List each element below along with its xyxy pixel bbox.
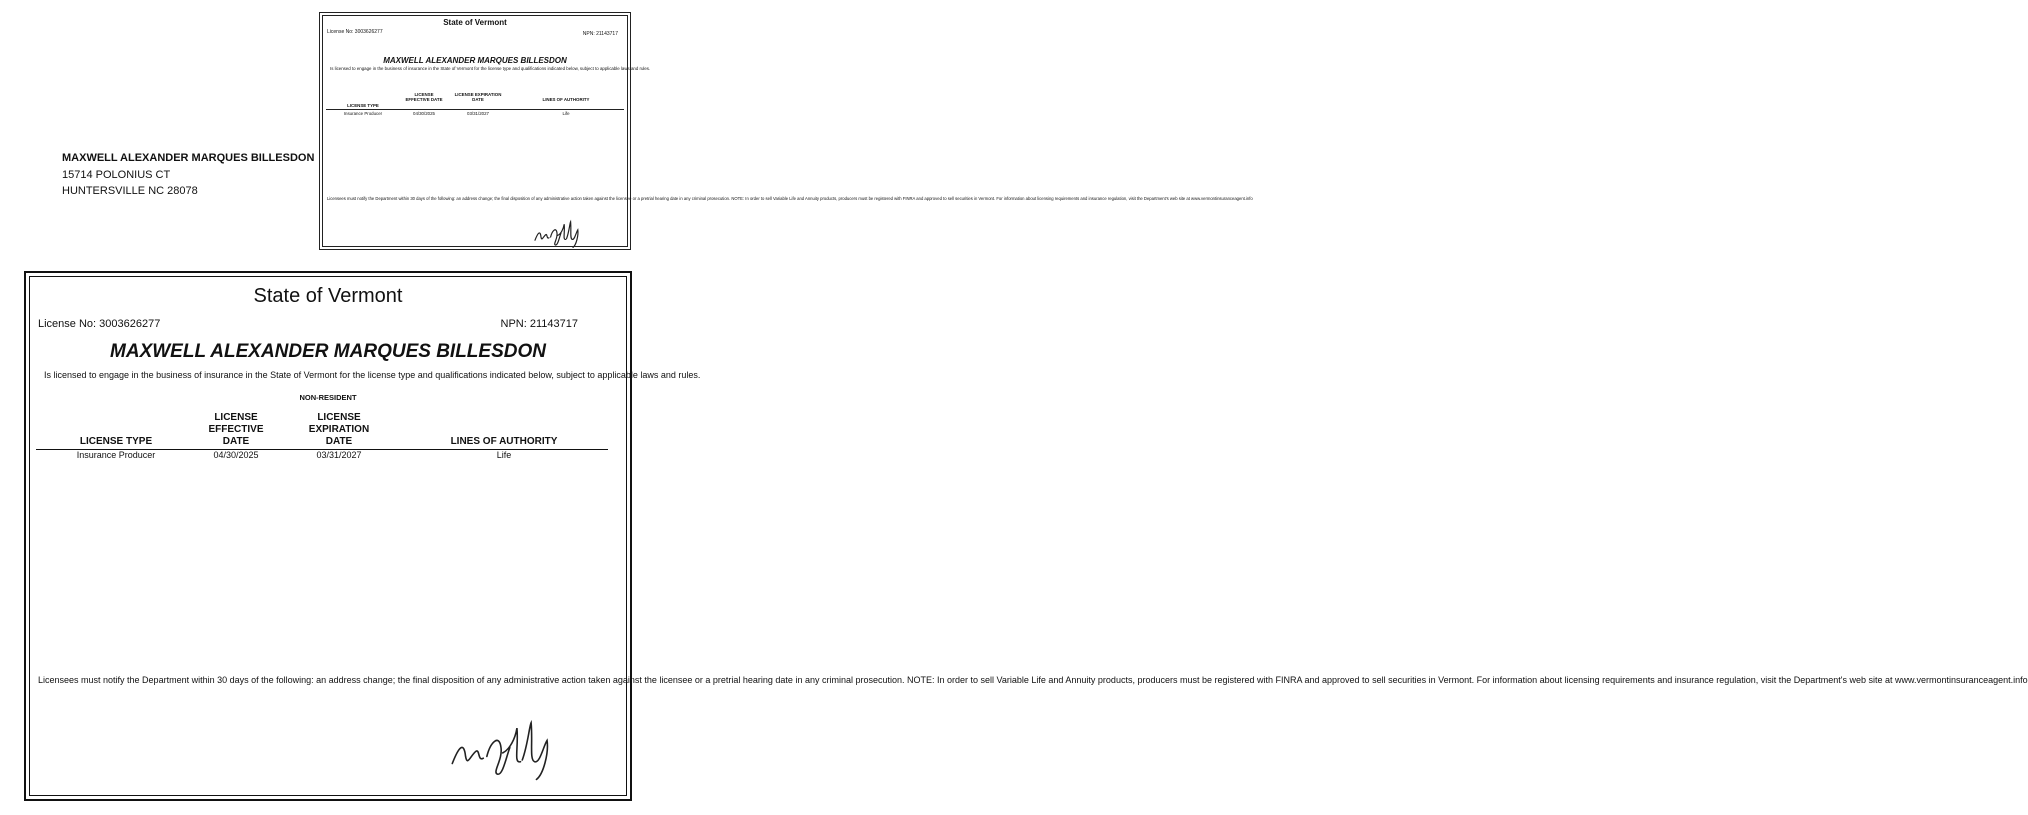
cell-license-type: Insurance Producer — [76, 450, 156, 460]
cell-lines-of-authority: Life — [496, 450, 512, 460]
certificate-subtitle: Is licensed to engage in the business of insurance in the State of Vermont for the license type and qualifications indicated below, subject to applicable laws and rules. — [44, 370, 701, 380]
wallet-cell-expiration-date: 03/31/2027 — [467, 111, 489, 116]
header-expiration-line3: DATE — [325, 436, 353, 447]
header-effective-line3: DATE — [222, 436, 250, 447]
wallet-header-effective-date: LICENSE EFFECTIVE DATE — [405, 92, 443, 102]
header-effective-line1: LICENSE — [214, 412, 258, 423]
cell-effective-date: 04/30/2025 — [213, 450, 259, 460]
wallet-card-license-no: License No: 3003626277 — [327, 29, 383, 35]
wallet-cell-effective-date: 04/30/2025 — [413, 111, 435, 116]
wallet-license-card — [319, 12, 1253, 250]
wallet-header-lines-of-authority: LINES OF AUTHORITY — [542, 97, 590, 102]
certificate-title: State of Vermont — [253, 285, 403, 307]
header-expiration-line2: EXPIRATION — [308, 424, 370, 435]
certificate-license-no: License No: 3003626277 — [38, 318, 161, 330]
wallet-card-notice: Licensees must notify the Department within 30 days of the following: an address change; the final disposition of any administrative action taken against the licensee or a pretrial hearing date in any criminal prosecution. NOTE: In order to sell Variable Life and Annuity products, producers must be registered with FINRA and approved to sell securities in Vermont. For information about licensing requirements and insurance regulation, visit the Department's web site at www.vermontinsuranceagent.info — [327, 196, 1253, 201]
address-street: 15714 POLONIUS CT — [62, 169, 171, 181]
wallet-card-npn: NPN: 21143717 — [582, 31, 618, 37]
license-certificate — [24, 271, 2028, 801]
wallet-table-rule — [326, 109, 624, 110]
header-lines-of-authority: LINES OF AUTHORITY — [450, 436, 558, 447]
certificate-residency: NON-RESIDENT — [299, 393, 357, 402]
wallet-cell-lines-of-authority: Life — [562, 111, 570, 116]
header-effective-line2: EFFECTIVE — [208, 424, 264, 435]
signature-icon — [532, 221, 582, 249]
certificate-notice: Licensees must notify the Department within 30 days of the following: an address change; the final disposition of any administrative action taken against the licensee or a pretrial hearing date in any criminal prosecution. NOTE: In order to sell Variable Life and Annuity products, producers must be registered with FINRA and approved to sell securities in Vermont. For information about licensing requirements and insurance regulation, visit the Department's web site at www.vermontinsuranceagent.info — [38, 675, 2028, 685]
wallet-cell-license-type: Insurance Producer — [343, 111, 383, 116]
certificate-holder-name: MAXWELL ALEXANDER MARQUES BILLESDON — [110, 341, 546, 362]
wallet-header-expiration-date: LICENSE EXPIRATION DATE — [454, 92, 502, 102]
cell-expiration-date: 03/31/2027 — [316, 450, 362, 460]
header-expiration-line1: LICENSE — [317, 412, 361, 423]
wallet-card-subtitle: Is licensed to engage in the business of insurance in the State of Vermont for the license type and qualifications indicated below, subject to applicable laws and rules. — [330, 66, 651, 71]
wallet-card-title: State of Vermont — [443, 18, 507, 27]
signature-icon — [446, 721, 556, 783]
address-city-state-zip: HUNTERSVILLE NC 28078 — [62, 185, 198, 197]
address-name: MAXWELL ALEXANDER MARQUES BILLESDON — [62, 152, 315, 164]
header-license-type: LICENSE TYPE — [79, 436, 153, 447]
wallet-card-holder-name: MAXWELL ALEXANDER MARQUES BILLESDON — [383, 56, 567, 65]
certificate-npn: NPN: 21143717 — [500, 318, 578, 330]
wallet-header-license-type: LICENSE TYPE — [347, 103, 379, 108]
